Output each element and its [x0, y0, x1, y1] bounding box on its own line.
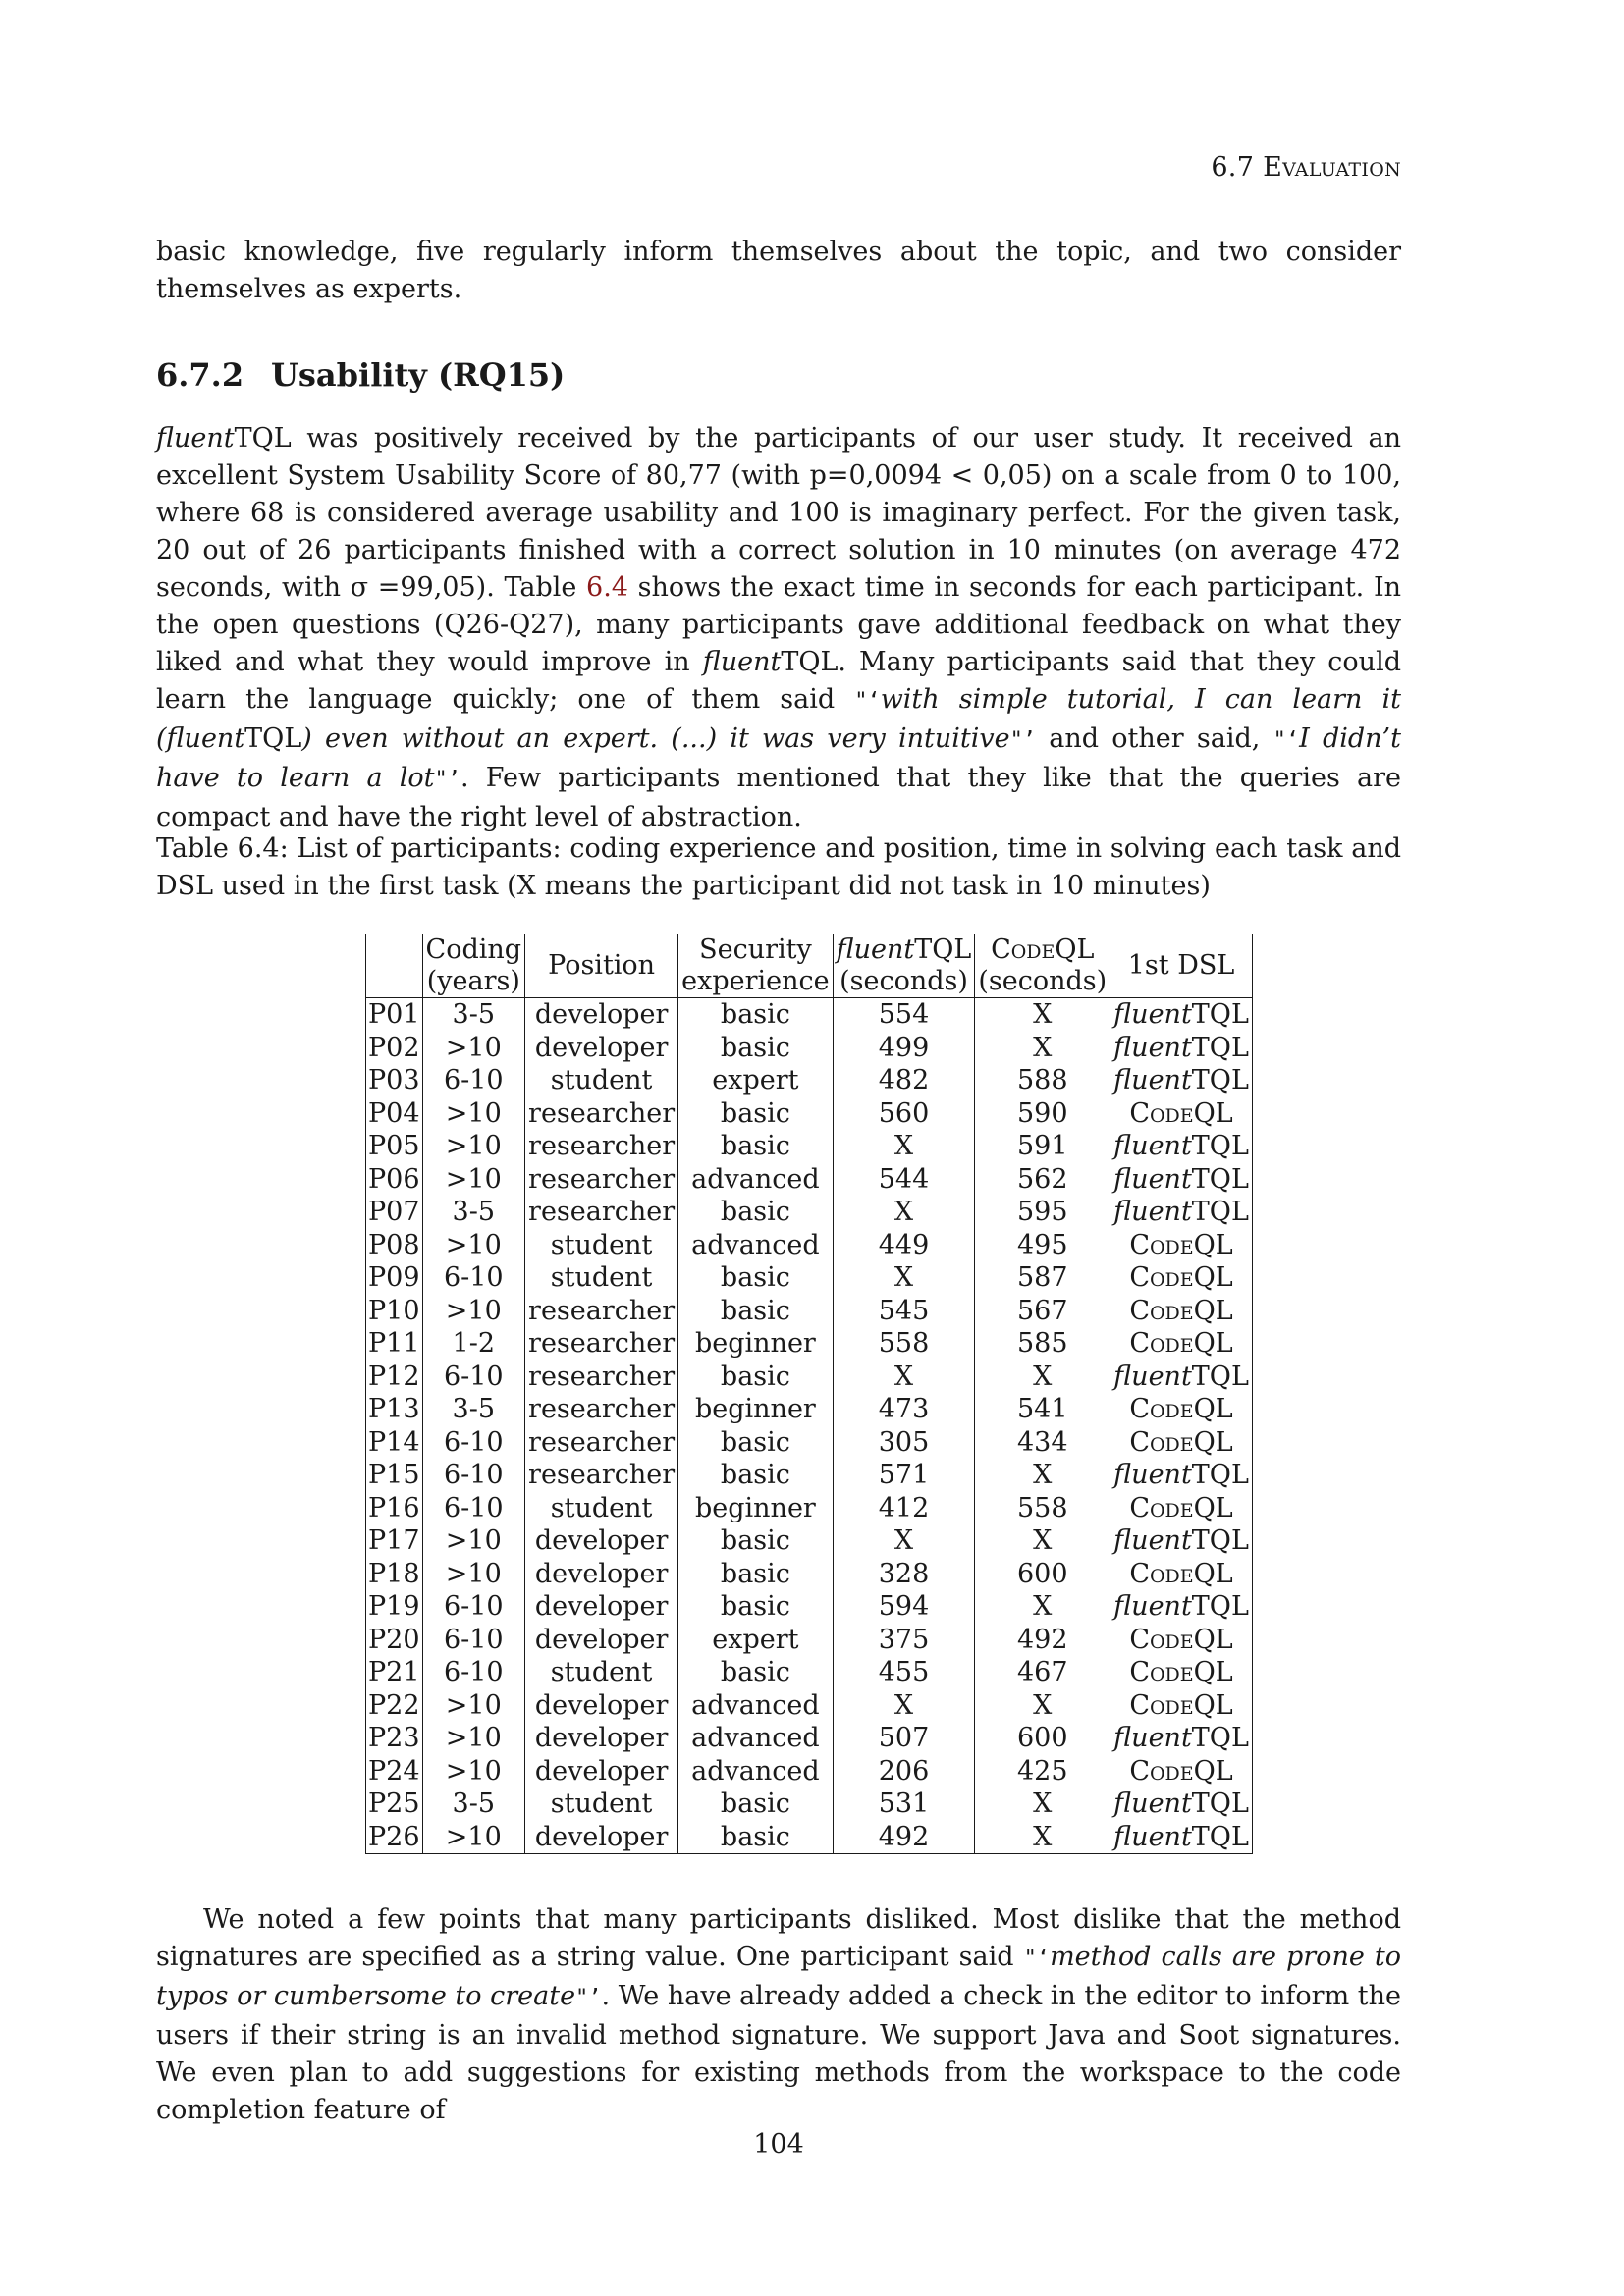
security-experience-cell: basic	[678, 1788, 833, 1821]
header-fluenttql: fluentTQL (seconds)	[833, 934, 975, 998]
table-row	[366, 1393, 1253, 1426]
security-experience-cell: basic	[678, 1032, 833, 1065]
table-row	[366, 1788, 1253, 1821]
quote-close: "’	[1009, 728, 1037, 753]
first-dsl-cell: CodeQL	[1110, 1295, 1253, 1328]
usability-text-c: TQL. Many participants said that they could learn the language quickly; one of them said	[156, 647, 1401, 715]
fluenttql-seconds-cell: 482	[833, 1064, 975, 1097]
fluenttql-seconds-cell: 305	[833, 1426, 975, 1460]
position-cell: developer	[525, 1558, 678, 1591]
table-body	[366, 998, 1253, 1854]
table-row	[366, 1032, 1253, 1065]
table-row	[366, 1524, 1253, 1558]
codeql-seconds-cell: X	[975, 1459, 1110, 1492]
quote-open: "‘	[1023, 1947, 1051, 1971]
section-heading	[156, 356, 565, 394]
position-cell: student	[525, 1788, 678, 1821]
table-row	[366, 1821, 1253, 1854]
security-experience-cell: basic	[678, 1426, 833, 1460]
first-dsl-cell: fluentTQL	[1110, 1163, 1253, 1197]
header-section-title: Evaluation	[1263, 152, 1401, 183]
closing-quote-text: method calls are prone to typos or cumbersome to create	[156, 1942, 1401, 2011]
position-cell: developer	[525, 1755, 678, 1789]
first-dsl-cell: CodeQL	[1110, 1656, 1253, 1689]
closing-text-a: We noted a few points that many participants disliked. Most dislike that the method signatures are specified as a string value. One participant said	[156, 1904, 1401, 1972]
codeql-seconds-cell: 590	[975, 1097, 1110, 1131]
security-experience-cell: advanced	[678, 1229, 833, 1262]
coding-years-cell: >10	[422, 1163, 525, 1197]
codeql-seconds-cell: 562	[975, 1163, 1110, 1197]
participant-id-cell: P01	[366, 998, 423, 1032]
codeql-seconds-cell: 434	[975, 1426, 1110, 1460]
codeql-seconds-cell: X	[975, 1361, 1110, 1394]
position-cell: developer	[525, 1524, 678, 1558]
table-caption: Table 6.4: List of participants: coding experience and position, time in solving each task and DSL used in the first task (X means the participant did not task in 10 minutes)	[156, 833, 1401, 901]
first-dsl-cell: CodeQL	[1110, 1393, 1253, 1426]
coding-years-cell: 3-5	[422, 998, 525, 1032]
fluenttql-seconds-cell: 560	[833, 1097, 975, 1131]
table-row	[366, 1229, 1253, 1262]
header-coding: Coding (years)	[422, 934, 525, 998]
page-number: 104	[753, 2129, 804, 2160]
security-experience-cell: basic	[678, 1097, 833, 1131]
coding-years-cell: >10	[422, 1524, 525, 1558]
table-row	[366, 1097, 1253, 1131]
first-dsl-cell: CodeQL	[1110, 1492, 1253, 1525]
participant-id-cell: P12	[366, 1361, 423, 1394]
participant-id-cell: P25	[366, 1788, 423, 1821]
table-row	[366, 1590, 1253, 1624]
fluenttql-seconds-cell: 507	[833, 1722, 975, 1755]
table-row	[366, 1689, 1253, 1723]
codeql-seconds-cell: 425	[975, 1755, 1110, 1789]
fluenttql-seconds-cell: 554	[833, 998, 975, 1032]
coding-years-cell: 3-5	[422, 1393, 525, 1426]
participant-id-cell: P08	[366, 1229, 423, 1262]
position-cell: developer	[525, 1624, 678, 1657]
coding-years-cell: 3-5	[422, 1196, 525, 1229]
fluenttql-seconds-cell: X	[833, 1196, 975, 1229]
fluenttql-seconds-cell: 412	[833, 1492, 975, 1525]
header-first-dsl: 1st DSL	[1110, 934, 1253, 998]
first-dsl-cell: CodeQL	[1110, 1097, 1253, 1131]
participant-id-cell: P14	[366, 1426, 423, 1460]
section-number: 6.7.2	[156, 356, 244, 394]
coding-years-cell: 6-10	[422, 1064, 525, 1097]
participant-id-cell: P02	[366, 1032, 423, 1065]
security-experience-cell: basic	[678, 1196, 833, 1229]
participant-id-cell: P26	[366, 1821, 423, 1854]
codeql-seconds-cell: X	[975, 998, 1110, 1032]
security-experience-cell: basic	[678, 1656, 833, 1689]
fluenttql-seconds-cell: 545	[833, 1295, 975, 1328]
codeql-seconds-cell: 585	[975, 1327, 1110, 1361]
participant-id-cell: P11	[366, 1327, 423, 1361]
table-row	[366, 1656, 1253, 1689]
security-experience-cell: expert	[678, 1624, 833, 1657]
fluenttql-seconds-cell: 499	[833, 1032, 975, 1065]
participant-id-cell: P23	[366, 1722, 423, 1755]
codeql-seconds-cell: 467	[975, 1656, 1110, 1689]
position-cell: student	[525, 1656, 678, 1689]
participant-id-cell: P09	[366, 1261, 423, 1295]
first-dsl-cell: fluentTQL	[1110, 1590, 1253, 1624]
fluenttql-seconds-cell: 492	[833, 1821, 975, 1854]
first-dsl-cell: CodeQL	[1110, 1327, 1253, 1361]
quote-2-text: I didn’t have to learn a lot	[156, 723, 1401, 793]
participants-table	[365, 934, 1253, 1854]
security-experience-cell: basic	[678, 1361, 833, 1394]
coding-years-cell: >10	[422, 1032, 525, 1065]
codeql-seconds-cell: 558	[975, 1492, 1110, 1525]
fluent-italic: fluent	[702, 647, 782, 677]
table-row	[366, 1064, 1253, 1097]
table-row	[366, 1327, 1253, 1361]
first-dsl-cell: fluentTQL	[1110, 998, 1253, 1032]
table-row	[366, 1426, 1253, 1460]
first-dsl-cell: fluentTQL	[1110, 1524, 1253, 1558]
position-cell: developer	[525, 1821, 678, 1854]
coding-years-cell: >10	[422, 1821, 525, 1854]
position-cell: student	[525, 1261, 678, 1295]
fluenttql-seconds-cell: 571	[833, 1459, 975, 1492]
fluenttql-seconds-cell: X	[833, 1130, 975, 1163]
first-dsl-cell: fluentTQL	[1110, 1032, 1253, 1065]
position-cell: developer	[525, 1590, 678, 1624]
first-dsl-cell: fluentTQL	[1110, 1130, 1253, 1163]
participant-id-cell: P07	[366, 1196, 423, 1229]
table-row	[366, 1722, 1253, 1755]
table-row	[366, 1558, 1253, 1591]
participant-id-cell: P24	[366, 1755, 423, 1789]
coding-years-cell: 6-10	[422, 1361, 525, 1394]
running-header	[1211, 152, 1401, 183]
participant-id-cell: P06	[366, 1163, 423, 1197]
fluenttql-seconds-cell: X	[833, 1261, 975, 1295]
first-dsl-cell: CodeQL	[1110, 1426, 1253, 1460]
first-dsl-cell: fluentTQL	[1110, 1821, 1253, 1854]
codeql-seconds-cell: X	[975, 1788, 1110, 1821]
table-row	[366, 1361, 1253, 1394]
codeql-seconds-cell: 587	[975, 1261, 1110, 1295]
quote-open: "‘	[854, 689, 881, 714]
table-row	[366, 1755, 1253, 1789]
participant-id-cell: P18	[366, 1558, 423, 1591]
security-experience-cell: advanced	[678, 1755, 833, 1789]
first-dsl-cell: fluentTQL	[1110, 1064, 1253, 1097]
first-dsl-cell: CodeQL	[1110, 1624, 1253, 1657]
security-experience-cell: expert	[678, 1064, 833, 1097]
security-experience-cell: basic	[678, 1261, 833, 1295]
coding-years-cell: 1-2	[422, 1327, 525, 1361]
table-row	[366, 1459, 1253, 1492]
security-experience-cell: beginner	[678, 1327, 833, 1361]
position-cell: researcher	[525, 1163, 678, 1197]
coding-years-cell: 6-10	[422, 1261, 525, 1295]
coding-years-cell: >10	[422, 1755, 525, 1789]
table-reference-link[interactable]: 6.4	[586, 572, 628, 603]
coding-years-cell: >10	[422, 1295, 525, 1328]
quote-1-tql: TQL	[244, 723, 302, 754]
security-experience-cell: advanced	[678, 1722, 833, 1755]
security-experience-cell: basic	[678, 1590, 833, 1624]
security-experience-cell: basic	[678, 1558, 833, 1591]
codeql-seconds-cell: X	[975, 1821, 1110, 1854]
participant-id-cell: P15	[366, 1459, 423, 1492]
position-cell: student	[525, 1492, 678, 1525]
participant-id-cell: P03	[366, 1064, 423, 1097]
participant-id-cell: P21	[366, 1656, 423, 1689]
codeql-seconds-cell: X	[975, 1032, 1110, 1065]
security-experience-cell: basic	[678, 1821, 833, 1854]
position-cell: researcher	[525, 1361, 678, 1394]
fluenttql-seconds-cell: X	[833, 1524, 975, 1558]
fluent-italic: fluent	[156, 423, 235, 454]
table-row	[366, 1196, 1253, 1229]
first-dsl-cell: fluentTQL	[1110, 1361, 1253, 1394]
coding-years-cell: 6-10	[422, 1656, 525, 1689]
security-experience-cell: basic	[678, 998, 833, 1032]
first-dsl-cell: CodeQL	[1110, 1755, 1253, 1789]
first-dsl-cell: CodeQL	[1110, 1229, 1253, 1262]
table-row	[366, 1163, 1253, 1197]
first-dsl-cell: CodeQL	[1110, 1689, 1253, 1723]
security-experience-cell: advanced	[678, 1163, 833, 1197]
fluenttql-seconds-cell: 455	[833, 1656, 975, 1689]
table-header-row	[366, 934, 1253, 998]
participant-id-cell: P17	[366, 1524, 423, 1558]
codeql-seconds-cell: 541	[975, 1393, 1110, 1426]
first-dsl-cell: fluentTQL	[1110, 1722, 1253, 1755]
coding-years-cell: 6-10	[422, 1624, 525, 1657]
table-row	[366, 1295, 1253, 1328]
table-row	[366, 1130, 1253, 1163]
participant-id-cell: P22	[366, 1689, 423, 1723]
coding-years-cell: 6-10	[422, 1590, 525, 1624]
coding-years-cell: >10	[422, 1097, 525, 1131]
first-dsl-cell: fluentTQL	[1110, 1788, 1253, 1821]
table-row	[366, 1261, 1253, 1295]
usability-text-b: shows the exact time in seconds for each participant. In the open questions (Q26-Q27), many participants gave additional feedback on what they liked and what they would improve in	[156, 572, 1401, 677]
position-cell: researcher	[525, 1130, 678, 1163]
participant-id-cell: P20	[366, 1624, 423, 1657]
security-experience-cell: basic	[678, 1130, 833, 1163]
codeql-seconds-cell: 591	[975, 1130, 1110, 1163]
quote-close: "’	[434, 768, 460, 792]
participant-id-cell: P16	[366, 1492, 423, 1525]
table-row	[366, 1624, 1253, 1657]
coding-years-cell: >10	[422, 1229, 525, 1262]
fluenttql-seconds-cell: 558	[833, 1327, 975, 1361]
coding-years-cell: >10	[422, 1722, 525, 1755]
coding-years-cell: 6-10	[422, 1492, 525, 1525]
position-cell: developer	[525, 1689, 678, 1723]
first-dsl-cell: CodeQL	[1110, 1261, 1253, 1295]
codeql-seconds-cell: X	[975, 1689, 1110, 1723]
quote-1-text-b: ) even without an expert. (...) it was very intuitive	[301, 723, 1010, 754]
fluenttql-seconds-cell: 375	[833, 1624, 975, 1657]
participant-id-cell: P13	[366, 1393, 423, 1426]
codeql-seconds-cell: X	[975, 1524, 1110, 1558]
codeql-seconds-cell: 492	[975, 1624, 1110, 1657]
position-cell: researcher	[525, 1327, 678, 1361]
security-experience-cell: beginner	[678, 1492, 833, 1525]
position-cell: student	[525, 1229, 678, 1262]
quote-1-text-a: with simple tutorial, I can learn it (	[156, 684, 1401, 754]
security-experience-cell: beginner	[678, 1393, 833, 1426]
usability-text-e: . Few participants mentioned that they like that the queries are compact and have the right level of abstraction.	[156, 763, 1401, 832]
closing-text-b: . We have already added a check in the editor to inform the users if their string is an invalid method signature. We support Java and Soot signatures. We even plan to add suggestions for existing methods from the workspace to the code completion feature of	[156, 1981, 1401, 2125]
section-title: Usability (RQ15)	[271, 356, 566, 394]
coding-years-cell: 6-10	[422, 1459, 525, 1492]
table-row	[366, 998, 1253, 1032]
participant-id-cell: P05	[366, 1130, 423, 1163]
position-cell: researcher	[525, 1196, 678, 1229]
participant-id-cell: P10	[366, 1295, 423, 1328]
security-experience-cell: advanced	[678, 1689, 833, 1723]
intro-paragraph: basic knowledge, five regularly inform themselves about the topic, and two consider themselves as experts.	[156, 237, 1401, 304]
security-experience-cell: basic	[678, 1295, 833, 1328]
position-cell: researcher	[525, 1295, 678, 1328]
closing-paragraph	[156, 1901, 1401, 2129]
first-dsl-cell: CodeQL	[1110, 1558, 1253, 1591]
coding-years-cell: >10	[422, 1689, 525, 1723]
codeql-seconds-cell: 595	[975, 1196, 1110, 1229]
codeql-seconds-cell: 600	[975, 1558, 1110, 1591]
codeql-seconds-cell: 588	[975, 1064, 1110, 1097]
header-section-number: 6.7	[1211, 152, 1255, 183]
position-cell: researcher	[525, 1459, 678, 1492]
fluent-italic: fluent	[166, 723, 245, 754]
usability-text-d: and other said,	[1036, 723, 1273, 754]
fluenttql-seconds-cell: X	[833, 1689, 975, 1723]
header-participant	[366, 934, 423, 998]
first-dsl-cell: fluentTQL	[1110, 1196, 1253, 1229]
codeql-seconds-cell: 495	[975, 1229, 1110, 1262]
codeql-seconds-cell: 567	[975, 1295, 1110, 1328]
fluenttql-seconds-cell: 328	[833, 1558, 975, 1591]
position-cell: developer	[525, 998, 678, 1032]
security-experience-cell: basic	[678, 1459, 833, 1492]
fluenttql-seconds-cell: 473	[833, 1393, 975, 1426]
position-cell: developer	[525, 1722, 678, 1755]
fluenttql-seconds-cell: X	[833, 1361, 975, 1394]
fluenttql-seconds-cell: 594	[833, 1590, 975, 1624]
coding-years-cell: 3-5	[422, 1788, 525, 1821]
security-experience-cell: basic	[678, 1524, 833, 1558]
usability-paragraph	[156, 420, 1401, 836]
participant-id-cell: P04	[366, 1097, 423, 1131]
usability-text-a: TQL was positively received by the participants of our user study. It received an excellent System Usability Score of 80,77 (with p=0,0094 < 0,05) on a scale from 0 to 100, where 68 is considered average usability and 100 is imaginary perfect. For the given task, 20 out of 26 participants finished with a correct solution in 10 minutes (on average 472 seconds, with σ =99,05). Table	[156, 423, 1401, 603]
fluenttql-seconds-cell: 449	[833, 1229, 975, 1262]
first-dsl-cell: fluentTQL	[1110, 1459, 1253, 1492]
fluenttql-seconds-cell: 544	[833, 1163, 975, 1197]
position-cell: researcher	[525, 1097, 678, 1131]
header-position: Position	[525, 934, 678, 998]
quote-open: "‘	[1272, 728, 1300, 753]
codeql-seconds-cell: X	[975, 1590, 1110, 1624]
header-codeql: CodeQL (seconds)	[975, 934, 1110, 998]
coding-years-cell: >10	[422, 1130, 525, 1163]
coding-years-cell: >10	[422, 1558, 525, 1591]
document-page	[156, 0, 1401, 2296]
quote-close: "’	[575, 1986, 602, 2010]
participant-id-cell: P19	[366, 1590, 423, 1624]
coding-years-cell: 6-10	[422, 1426, 525, 1460]
position-cell: developer	[525, 1032, 678, 1065]
table-row	[366, 1492, 1253, 1525]
header-security: Security experience	[678, 934, 833, 998]
fluenttql-seconds-cell: 531	[833, 1788, 975, 1821]
position-cell: student	[525, 1064, 678, 1097]
position-cell: researcher	[525, 1393, 678, 1426]
codeql-seconds-cell: 600	[975, 1722, 1110, 1755]
fluenttql-seconds-cell: 206	[833, 1755, 975, 1789]
position-cell: researcher	[525, 1426, 678, 1460]
